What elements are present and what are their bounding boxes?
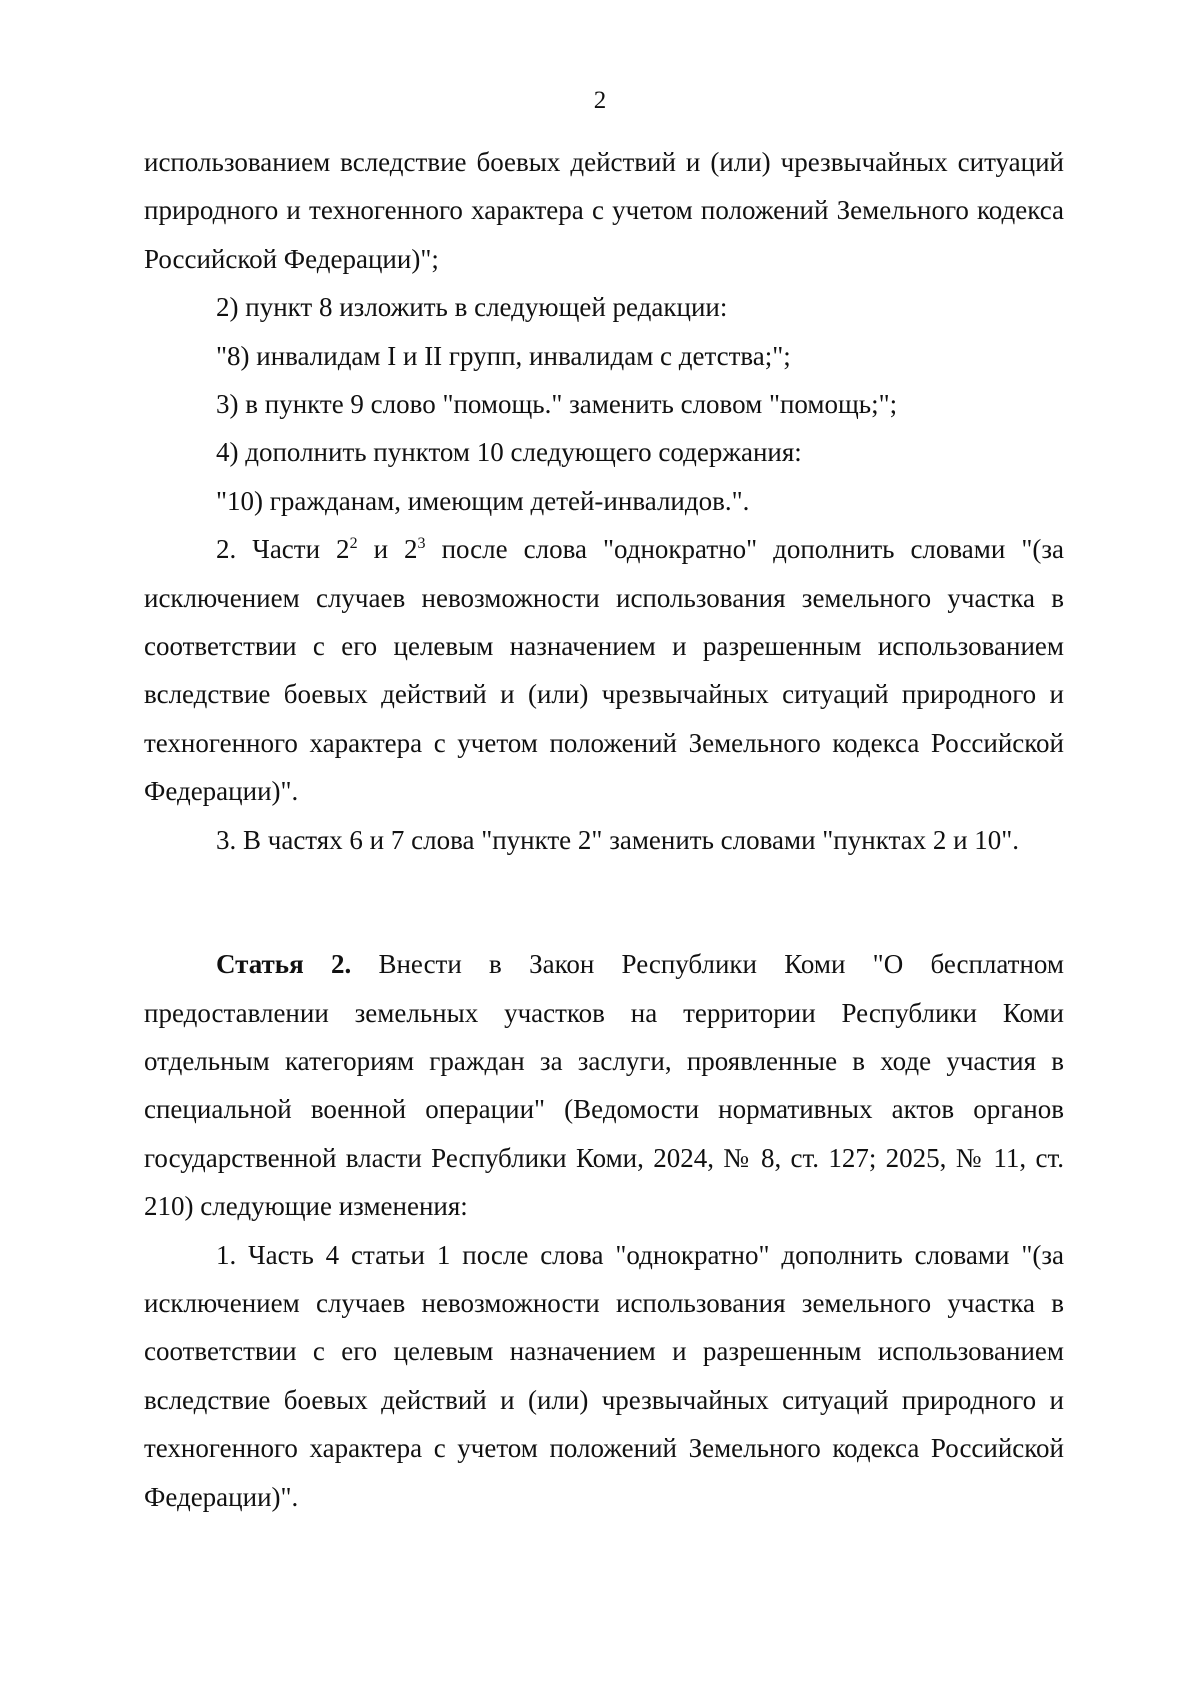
part-2-lead: 2. Части 2 <box>216 534 350 565</box>
paragraph-continuation: использованием вследствие боевых действий и (или) чрезвычайных ситуаций природного и техногенного характера с учетом положений Земельного кодекса Российской Федерации)"; <box>144 147 1064 274</box>
superscript-3: 3 <box>417 535 426 553</box>
document-body <box>144 138 1064 1521</box>
superscript-2: 2 <box>349 535 358 553</box>
article-2-text: Внести в Закон Республики Коми "О бесплатном предоставлении земельных участков на территории Республики Коми отдельным категориям граждан за заслуги, проявленные в ходе участия в специальной военной операции" (Ведомости нормативных актов органов государственной власти Республики Коми, 2024, № 8, ст. 127; 2025, № 11, ст. 210) следующие изменения: <box>144 949 1064 1222</box>
paragraph-item-4: 4) дополнить пунктом 10 следующего содержания: <box>216 437 802 468</box>
paragraph-part-2 <box>144 525 1064 815</box>
article-2-item-1: 1. Часть 4 статьи 1 после слова "однократно" дополнить словами "(за исключением случаев невозможности использования земельного участка в соответствии с его целевым назначением и разрешенным использованием вследствие боевых действий и (или) чрезвычайных ситуаций природного и техногенного характера с учетом положений Земельного кодекса Российской Федерации)". <box>144 1239 1064 1512</box>
paragraph-part-3: 3. В частях 6 и 7 слова "пункте 2" заменить словами "пунктах 2 и 10". <box>216 824 1020 855</box>
page-number: 2 <box>593 87 607 114</box>
part-2-text: после слова "однократно" дополнить словами "(за исключением случаев невозможности использования земельного участка в соответствии с его целевым назначением и разрешенным использованием вследствие боевых действий и (или) чрезвычайных ситуаций природного и техногенного характера с учетом положений Земельного кодекса Российской Федерации)". <box>144 534 1064 807</box>
article-2-heading: Статья 2. <box>216 949 352 980</box>
paragraph-item-2: 2) пункт 8 изложить в следующей редакции: <box>216 292 728 323</box>
paragraph-item-8-text: "8) инвалидам I и II групп, инвалидам с детства;"; <box>216 340 791 371</box>
part-2-between: и 2 <box>357 534 418 565</box>
paragraph-item-10-text: "10) гражданам, имеющим детей-инвалидов.". <box>216 485 750 516</box>
section-gap <box>144 864 1064 940</box>
article-2-paragraph <box>144 940 1064 1230</box>
paragraph-item-3: 3) в пункте 9 слово "помощь." заменить словом "помощь;"; <box>216 389 898 420</box>
